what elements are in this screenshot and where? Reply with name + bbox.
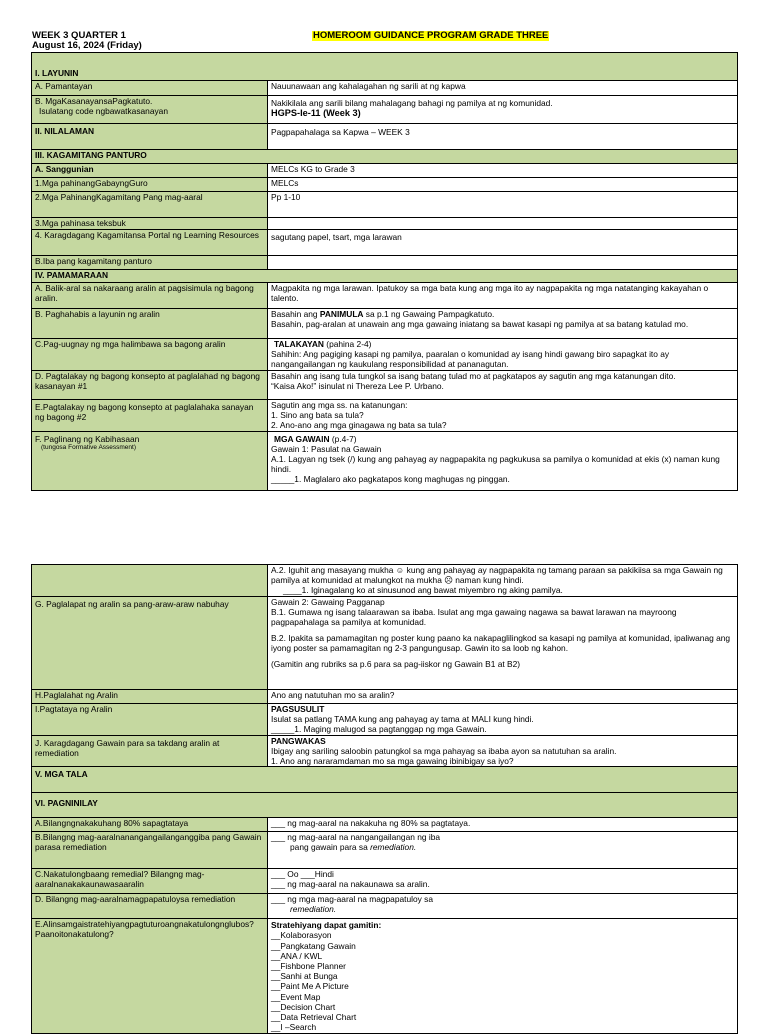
value-paglinang-line1 — [271, 434, 734, 444]
row-a2-continued — [32, 565, 738, 597]
pangwakas-label: PANGWAKAS — [271, 735, 326, 746]
value-pag-uugnay-line1 — [271, 339, 734, 349]
strategy-item: __Paint Me A Picture — [271, 981, 349, 992]
row-balik-aral — [32, 283, 738, 309]
value-nakakuha-80: ___ ng mag-aaral na nakakuha ng 80% sa pagtataya. — [268, 818, 738, 832]
value-pagtataya — [268, 703, 738, 735]
value-paghahabi — [268, 309, 738, 339]
section-title-tala: V. MGA TALA — [32, 767, 738, 793]
label-paghahabi: B. Paghahabis a layunin ng aralin — [32, 309, 268, 339]
value-gabay-guro: MELCs — [268, 178, 738, 192]
value-sanggunian: MELCs KG to Grade 3 — [268, 164, 738, 178]
row-remediation-needed — [32, 832, 738, 869]
row-pag-uugnay — [32, 339, 738, 371]
row-pagtalakay-2 — [32, 399, 738, 431]
program-title: HOMEROOM GUIDANCE PROGRAM GRADE THREE — [313, 30, 549, 41]
row-karagdagang-gawain — [32, 735, 738, 767]
row-teksbuk — [32, 218, 738, 230]
value-paglinang-line4: _____1. Maglalaro ako pagkatapos kong maghugas ng pinggan. — [271, 474, 510, 485]
value-paglalahat: Ano ang natutuhan mo sa aralin? — [268, 689, 738, 703]
value-remedial-helped-line1: ___ Oo ___Hindi — [271, 869, 334, 880]
row-nakakuha-80 — [32, 818, 738, 832]
strategy-item: __I –Search — [271, 1022, 317, 1033]
value-kasanayan — [268, 96, 738, 124]
label-stratehiya: E.Alinsamgaistratehiyangpagtuturoangnakatulongnglubos? Paanoitonakatulong? — [32, 919, 268, 1034]
value-remedial-helped-line2: ___ ng mag-aaral na nakaunawa sa aralin. — [271, 879, 430, 890]
value-paglinang-line3: A.1. Lagyan ng tsek (/) kung ang pahayag ay nagpapakita ng pagkukusa sa pamilya o komunidad at ekis (x) naman kung hindi. — [271, 454, 720, 475]
strategy-item: __Kolaborasyon — [271, 930, 332, 941]
label-a2-empty — [32, 565, 268, 597]
label-pamantayan: A. Pamantayan — [32, 81, 268, 96]
row-kasanayan — [32, 96, 738, 124]
value-remedial-helped — [268, 869, 738, 894]
row-paghahabi — [32, 309, 738, 339]
section-row-tala — [32, 767, 738, 793]
value-karagdagang-gawain-line2: Ibigay ang sariling saloobin patungkol sa mga pahayag sa ibaba ayon sa natutuhan sa aralin. — [271, 745, 617, 756]
row-paglalahat — [32, 689, 738, 703]
row-pamantayan — [32, 81, 738, 96]
label-paglinang-sub: (tungosa Formative Assessment) — [41, 443, 137, 451]
lesson-plan-table-page1 — [31, 52, 738, 491]
mga-gawain-pages: (p.4-7) — [329, 433, 357, 444]
value-remediation-needed — [268, 832, 738, 869]
value-paglalapat-line3: B.2. Ipakita sa pamamagitan ng poster kung paano ka nakapaglilingkod sa kasapi ng pamilya at komunidad, ipaliwanag ang iyong poster sa pamamagitan ng 2-3 pangungusap. Gawin ito sa loob ng kahon. — [271, 633, 731, 654]
panimula-prefix: Basahin ang — [271, 309, 320, 319]
value-paglalapat-line1: Gawain 2: Gawaing Pagganap — [271, 596, 385, 607]
section-title-nilalaman: II. NILALAMAN — [32, 124, 268, 150]
label-paglalapat: G. Paglalapat ng aralin sa pang-araw-araw nabuhay — [32, 596, 268, 689]
value-pagtataya-line2: Isulat sa patlang TAMA kung ang pahayag ay tama at MALI kung hindi. — [271, 713, 534, 724]
value-iba-pang-kagamitan — [268, 256, 738, 270]
label-nakakuha-80: A.Bilangngnakakuhang 80% sapagtataya — [32, 818, 268, 832]
value-paglalapat-line4: (Gamitin ang rubriks sa p.6 para sa pag-iiskor ng Gawain B1 at B2) — [271, 658, 521, 669]
value-karagdagang-gawain-line3: 1. Ano ang nararamdaman mo sa mga gawaing ibinibigay sa iyo? — [271, 756, 514, 767]
value-kasanayan-text: Nakikilala ang sarili bilang mahalagang bahagi ng pamilya at ng komunidad. — [271, 98, 553, 108]
value-paglalapat-line2: B.1. Gumawa ng isang talaarawan sa ibaba. Isulat ang mga gawaing nagawa sa bawat larawan na mayroong pagpapahalaga sa pamilya at komunidad. — [271, 606, 677, 628]
label-paglalahat: H.Paglalahat ng Aralin — [32, 689, 268, 703]
label-paglinang — [32, 431, 268, 490]
value-paghahabi-line1 — [271, 309, 734, 319]
talakayan-label: TALAKAYAN — [274, 339, 324, 349]
label-kasanayan-line2: Isulatang code ngbawatkasanayan — [39, 106, 168, 117]
section-row-pamamaraan — [32, 270, 738, 283]
value-portal: sagutang papel, tsart, mga larawan — [268, 230, 738, 256]
remediation-needed-prefix: pang gawain para sa — [290, 842, 371, 853]
strategy-item: __Data Retrieval Chart — [271, 1012, 357, 1023]
label-portal: 4. Karagdagang Kagamitansa Portal ng Learning Resources — [32, 230, 268, 256]
label-pag-uugnay: C.Pag-uugnay ng mga halimbawa sa bagong aralin — [32, 339, 268, 371]
section-title-kagamitan: III. KAGAMITANG PANTURO — [32, 150, 738, 164]
label-iba-pang-kagamitan: B.Iba pang kagamitang panturo — [32, 256, 268, 270]
stratehiya-title: Stratehiyang dapat gamitin: — [271, 920, 382, 931]
row-pagtalakay-1 — [32, 370, 738, 399]
panimula-label: PANIMULA — [319, 309, 364, 319]
value-pag-uugnay-line2: Sahihin: Ang pagiging kasapi ng pamilya, paaralan o komunidad ay isang hindi gawang biro sapagkat ito ay nangangailangan ng kaukulang responsibilidad at pananagutan. — [271, 349, 670, 370]
label-teksbuk: 3.Mga pahinasa teksbuk — [32, 218, 268, 230]
date-label: August 16, 2024 (Friday) — [32, 40, 142, 51]
label-pagtalakay-2: E.Pagtalakay ng bagong konsepto at paglalahaka sanayan ng bagong #2 — [32, 399, 268, 431]
row-paglinang — [32, 431, 738, 490]
row-continue-remediation — [32, 894, 738, 919]
row-gabay-guro — [32, 178, 738, 192]
value-pagtataya-line3: _____1. Maging malugod sa pagtanggap ng mga Gawain. — [271, 724, 487, 735]
value-pagtalakay-1-line1: Basahin ang isang tula tungkol sa isang batang tulad mo at pagkatapos ay sagutin ang mga katanungan dito. — [271, 370, 676, 381]
section-title-pagninilay: VI. PAGNINILAY — [32, 793, 738, 818]
value-pagtalakay-2-line2: 1. Sino ang bata sa tula? — [271, 409, 364, 420]
label-pagtataya: I.Pagtataya ng Aralin — [32, 703, 268, 735]
value-pagtalakay-2-line3: 2. Ano-ano ang mga ginagawa ng bata sa tula? — [271, 420, 447, 431]
label-remedial-helped: C.Nakatulongbaang remedial? Bilangng mag-aaralnanakakaunawasaaralin — [32, 869, 268, 894]
remediation-needed-word: remediation. — [370, 842, 417, 853]
value-continue-remediation-line2: remediation. — [290, 904, 337, 915]
value-a2-line2: ____1. Iginagalang ko at sinusunod ang bawat miyembro ng aking pamilya. — [283, 585, 563, 596]
row-remedial-helped — [32, 869, 738, 894]
row-pagtataya — [32, 703, 738, 735]
pagsusulit-label: PAGSUSULIT — [271, 703, 325, 714]
week-label: WEEK 3 QUARTER 1 — [32, 30, 126, 41]
mga-gawain-label: MGA GAWAIN — [274, 433, 330, 444]
row-portal — [32, 230, 738, 256]
value-paglinang — [268, 431, 738, 490]
value-continue-remediation — [268, 894, 738, 919]
strategy-item: __Sanhi at Bunga — [271, 971, 338, 982]
label-kasanayan — [32, 96, 268, 124]
value-teksbuk — [268, 218, 738, 230]
row-nilalaman — [32, 124, 738, 150]
value-pagtalakay-2-line1: Sagutin ang mga ss. na katanungan: — [271, 399, 408, 410]
value-paglalapat — [268, 596, 738, 689]
value-nilalaman: Pagpapahalaga sa Kapwa – WEEK 3 — [268, 124, 738, 150]
label-pagtalakay-1: D. Pagtalakay ng bagong konsepto at paglalahad ng bagong kasanayan #1 — [32, 370, 268, 399]
label-karagdagang-gawain: J. Karagdagang Gawain para sa takdang aralin at remediation — [32, 735, 268, 767]
section-row-layunin — [32, 53, 738, 81]
label-kasanayan-line1: B. MgaKasanayansaPagkatuto. — [35, 96, 153, 106]
value-remediation-needed-line1: ___ ng mag-aaral na nangangailangan ng iba — [271, 832, 441, 843]
label-balik-aral: A. Balik-aral sa nakaraang aralin at pagsisimula ng bagong aralin. — [32, 283, 268, 309]
value-paghahabi-line2: Basahin, pag-aralan at unawain ang mga gawaing iniatang sa bawat kasapi ng pamilya at sa batang katulad mo. — [271, 319, 689, 330]
section-title-layunin: I. LAYUNIN — [32, 53, 738, 81]
label-sanggunian: A. Sanggunian — [32, 164, 268, 178]
row-kagamitang-mag-aaral — [32, 192, 738, 218]
strategy-item: __Fishbone Planner — [271, 961, 346, 972]
section-row-pagninilay — [32, 793, 738, 818]
value-kasanayan-code: HGPS-Ie-11 (Week 3) — [271, 108, 361, 119]
value-paglinang-line2: Gawain 1: Pasulat na Gawain — [271, 443, 382, 454]
row-sanggunian — [32, 164, 738, 178]
lesson-plan-table-page2 — [31, 564, 738, 1034]
value-continue-remediation-line1: ___ ng mga mag-aaral na magpapatuloy sa — [271, 894, 434, 905]
header-left — [32, 31, 142, 51]
label-gabay-guro: 1.Mga pahinangGabayngGuro — [32, 178, 268, 192]
panimula-suffix: sa p.1 ng Gawaing Pampagkatuto. — [363, 309, 495, 319]
value-pagtalakay-1-line2: “Kaisa Ako!” isinulat ni Thereza Lee P. Urbano. — [271, 380, 444, 391]
value-a2-line1: A.2. Iguhit ang masayang mukha ☺ kung ang pahayag ay nagpapakita ng tamang paraan sa pakikiisa sa mga Gawain ng pamilya at komunidad at malungkot na mukha ☹ naman kung hindi. — [271, 565, 723, 586]
strategy-item: __Pangkatang Gawain — [271, 940, 356, 951]
strategy-item: __Event Map — [271, 991, 321, 1002]
value-pamantayan: Nauunawaan ang kahalagahan ng sarili at ng kapwa — [268, 81, 738, 96]
row-paglalapat — [32, 596, 738, 689]
value-karagdagang-gawain — [268, 735, 738, 767]
label-continue-remediation: D. Bilangng mag-aaralnamagpapatuloysa remediation — [32, 894, 268, 919]
value-remediation-needed-line2 — [271, 842, 734, 852]
value-pagtalakay-1 — [268, 370, 738, 399]
talakayan-pages: (pahina 2-4) — [323, 339, 372, 349]
value-stratehiya — [268, 919, 738, 1034]
value-pag-uugnay — [268, 339, 738, 371]
section-row-kagamitan — [32, 150, 738, 164]
row-iba-pang-kagamitan — [32, 256, 738, 270]
value-kagamitang-mag-aaral: Pp 1-10 — [268, 192, 738, 218]
value-a2 — [268, 565, 738, 597]
value-balik-aral: Magpakita ng mga larawan. Ipatukoy sa mga bata kung ang mga ito ay nagpapakita ng mga natatanging kakayahan o talento. — [268, 283, 738, 309]
value-pagtalakay-2 — [268, 399, 738, 431]
row-stratehiya — [32, 919, 738, 1034]
label-remediation-needed: B.Bilangng mag-aaralnanangangailanganggiba pang Gawain parasa remediation — [32, 832, 268, 869]
strategy-item: __ANA / KWL — [271, 950, 323, 961]
strategy-item: __Decision Chart — [271, 1001, 336, 1012]
section-title-pamamaraan: IV. PAMAMARAAN — [32, 270, 738, 283]
label-paglinang-main: F. Paglinang ng Kabihasaan — [35, 433, 140, 444]
label-kagamitang-mag-aaral: 2.Mga PahinangKagamitang Pang mag-aaral — [32, 192, 268, 218]
